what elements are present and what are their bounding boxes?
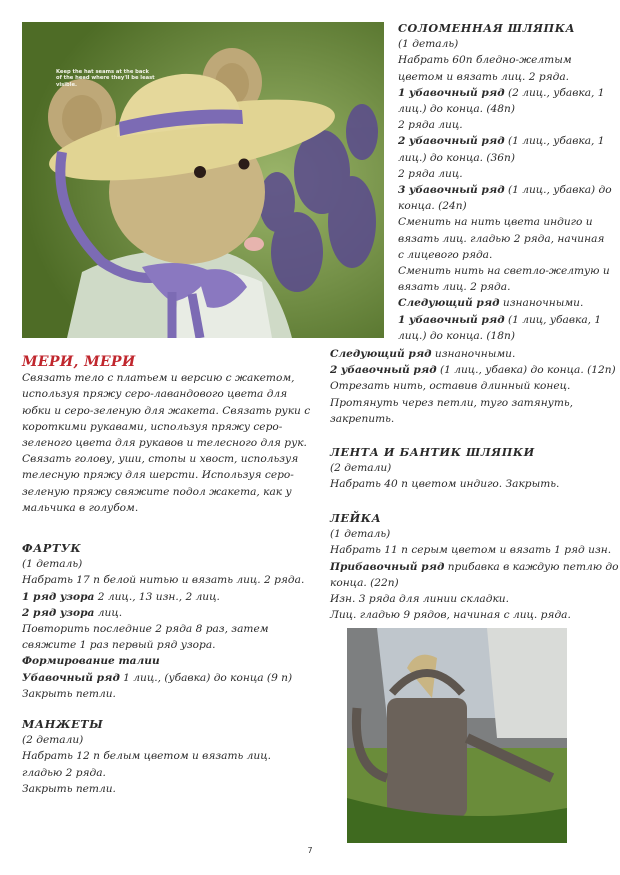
row-label: Прибавочный ряд (330, 560, 445, 573)
text-line: цветом и вязать лиц. 2 ряда. (398, 70, 570, 83)
text-line: лиц.) до конца. (48п) (398, 103, 515, 116)
straw-hat-title: СОЛОМЕННАЯ ШЛЯПКА (398, 21, 576, 35)
cuffs-title: МАНЖЕТЫ (22, 717, 104, 731)
row-text: (1 лиц., убавка) до (504, 184, 612, 197)
text-line: вязать лиц. гладью 2 ряда, начиная (398, 232, 605, 245)
text-line: с лицевого ряда. (398, 248, 493, 261)
ribbon-title: ЛЕНТА И БАНТИК ШЛЯПКИ (330, 445, 535, 459)
text-line (22, 589, 322, 605)
text-line: (2 детали) (22, 734, 84, 747)
text-line: лиц.) до конца. (18п) (398, 329, 515, 342)
text-line: Закрыть петли. (22, 687, 116, 700)
text-line: лиц.) до конца. (36п) (398, 151, 515, 164)
text-line: Формирование талии (22, 655, 160, 668)
row-text: лиц. (94, 606, 123, 619)
mary-title: МЕРИ, МЕРИ (22, 354, 136, 370)
row-text: 1 лиц., (убавка) до конца (9 п) (119, 671, 293, 684)
text-line (398, 312, 613, 328)
watering-can-illustration (347, 628, 567, 843)
text-line (398, 133, 613, 149)
text-line: используя пряжу серо-лавандового цвета для (22, 388, 288, 401)
text-line: гладью 2 ряда. (22, 766, 106, 779)
row-text: изнаночными. (431, 348, 516, 360)
text-line: (2 детали) (330, 462, 392, 475)
text-line: закрепить. (330, 412, 395, 425)
cuffs-section (22, 716, 322, 797)
text-line: Протянуть через петли, туго затянуть, (330, 396, 574, 409)
watering-can-photo (347, 628, 567, 843)
row-label: 1 убавочный ряд (398, 86, 505, 99)
text-line: (1 деталь) (330, 528, 391, 541)
text-line: зеленого цвета для рукавов и телесного для рук. (22, 437, 307, 450)
row-text: прибавка в каждую петлю до (444, 560, 619, 573)
text-line: Набрать 17 п белой нитью и вязать лиц. 2 ряда. (22, 574, 305, 587)
text-line (398, 85, 613, 101)
text-line: Закрыть петли. (22, 782, 116, 795)
text-line: свяжите 1 раз первый ряд узора. (22, 639, 216, 652)
row-text: (1 лиц, убавка, 1 (504, 313, 602, 326)
text-line: Изн. 3 ряда для линии складки. (330, 593, 509, 606)
row-label: 1 убавочный ряд (398, 313, 505, 326)
text-line: Набрать 40 п цветом индиго. Закрыть. (330, 478, 560, 491)
ribbon-section (330, 444, 615, 493)
text-line: Связать тело с платьем и версию с жакетом, (22, 372, 295, 385)
mary-section (22, 354, 322, 516)
text-line: конца. (24п) (398, 200, 467, 213)
row-label: Следующий ряд (398, 297, 500, 310)
row-label: Убавочный ряд (22, 671, 120, 684)
text-line: телесную пряжу для шерсти. Используя серо- (22, 469, 294, 482)
text-line: конца. (22п) (330, 576, 399, 589)
row-text: 2 лиц., 13 изн., 2 лиц. (94, 590, 220, 603)
text-line (22, 670, 322, 686)
row-text: (1 лиц., убавка, 1 (504, 135, 605, 148)
text-line (398, 182, 613, 198)
text-line: Сменить на нить цвета индиго и (398, 216, 593, 229)
text-line (398, 295, 613, 311)
row-label: 2 убавочный ряд (330, 364, 437, 377)
row-label: 3 убавочный ряд (398, 184, 505, 197)
text-line: мальчика в голубом. (22, 501, 139, 514)
text-line: Лиц. гладью 9 рядов, начиная с лиц. ряда. (330, 609, 571, 622)
text-line: Сменить нить на светло-желтую и (398, 265, 610, 278)
apron-title: ФАРТУК (22, 541, 82, 555)
text-line: Набрать 60п бледно-желтым (398, 54, 572, 67)
watering-can-section (330, 510, 619, 623)
apron-section (22, 540, 322, 702)
text-line: Набрать 12 п белым цветом и вязать лиц. (22, 750, 271, 763)
text-line: (1 деталь) (22, 558, 83, 571)
text-line (330, 346, 615, 362)
text-line (22, 605, 322, 621)
text-line (330, 362, 615, 378)
row-label: Следующий ряд (330, 348, 432, 360)
text-line: 2 ряда лиц. (398, 119, 463, 132)
text-line: зеленую пряжу свяжите подол жакета, как у (22, 485, 292, 498)
text-line: вязать лиц. 2 ряда. (398, 281, 511, 294)
watering-can-title: ЛЕЙКА (330, 511, 382, 525)
row-label: 2 убавочный ряд (398, 135, 505, 148)
text-line: Связать голову, уши, стопы и хвост, используя (22, 453, 299, 466)
text-line: Отрезать нить, оставив длинный конец. (330, 380, 571, 393)
straw-hat-section (398, 20, 613, 344)
row-label: 2 ряд узора (22, 606, 95, 619)
page-number: 7 (307, 846, 313, 855)
text-line: короткими рукавами, используя пряжу серо- (22, 420, 283, 433)
text-line: Набрать 11 п серым цветом и вязать 1 ряд изн. (330, 544, 612, 557)
mouse-hat-photo (22, 22, 384, 338)
row-text: (1 лиц., убавка) до конца. (12п) (436, 364, 616, 377)
text-line: юбки и серо-зеленую для жакета. Связать руки с (22, 404, 311, 417)
text-line: Повторить последние 2 ряда 8 раз, затем (22, 623, 269, 636)
row-text: (2 лиц., убавка, 1 (504, 86, 605, 99)
text-line: 2 ряда лиц. (398, 167, 463, 180)
row-label: 1 ряд узора (22, 590, 95, 603)
photo-caption: Keep the hat seams at the back of the head where they'll be least visible. (56, 69, 155, 88)
text-line: (1 деталь) (398, 38, 459, 51)
row-text: изнаночными. (499, 297, 584, 310)
straw-hat-continued (330, 346, 615, 427)
text-line (330, 559, 619, 575)
